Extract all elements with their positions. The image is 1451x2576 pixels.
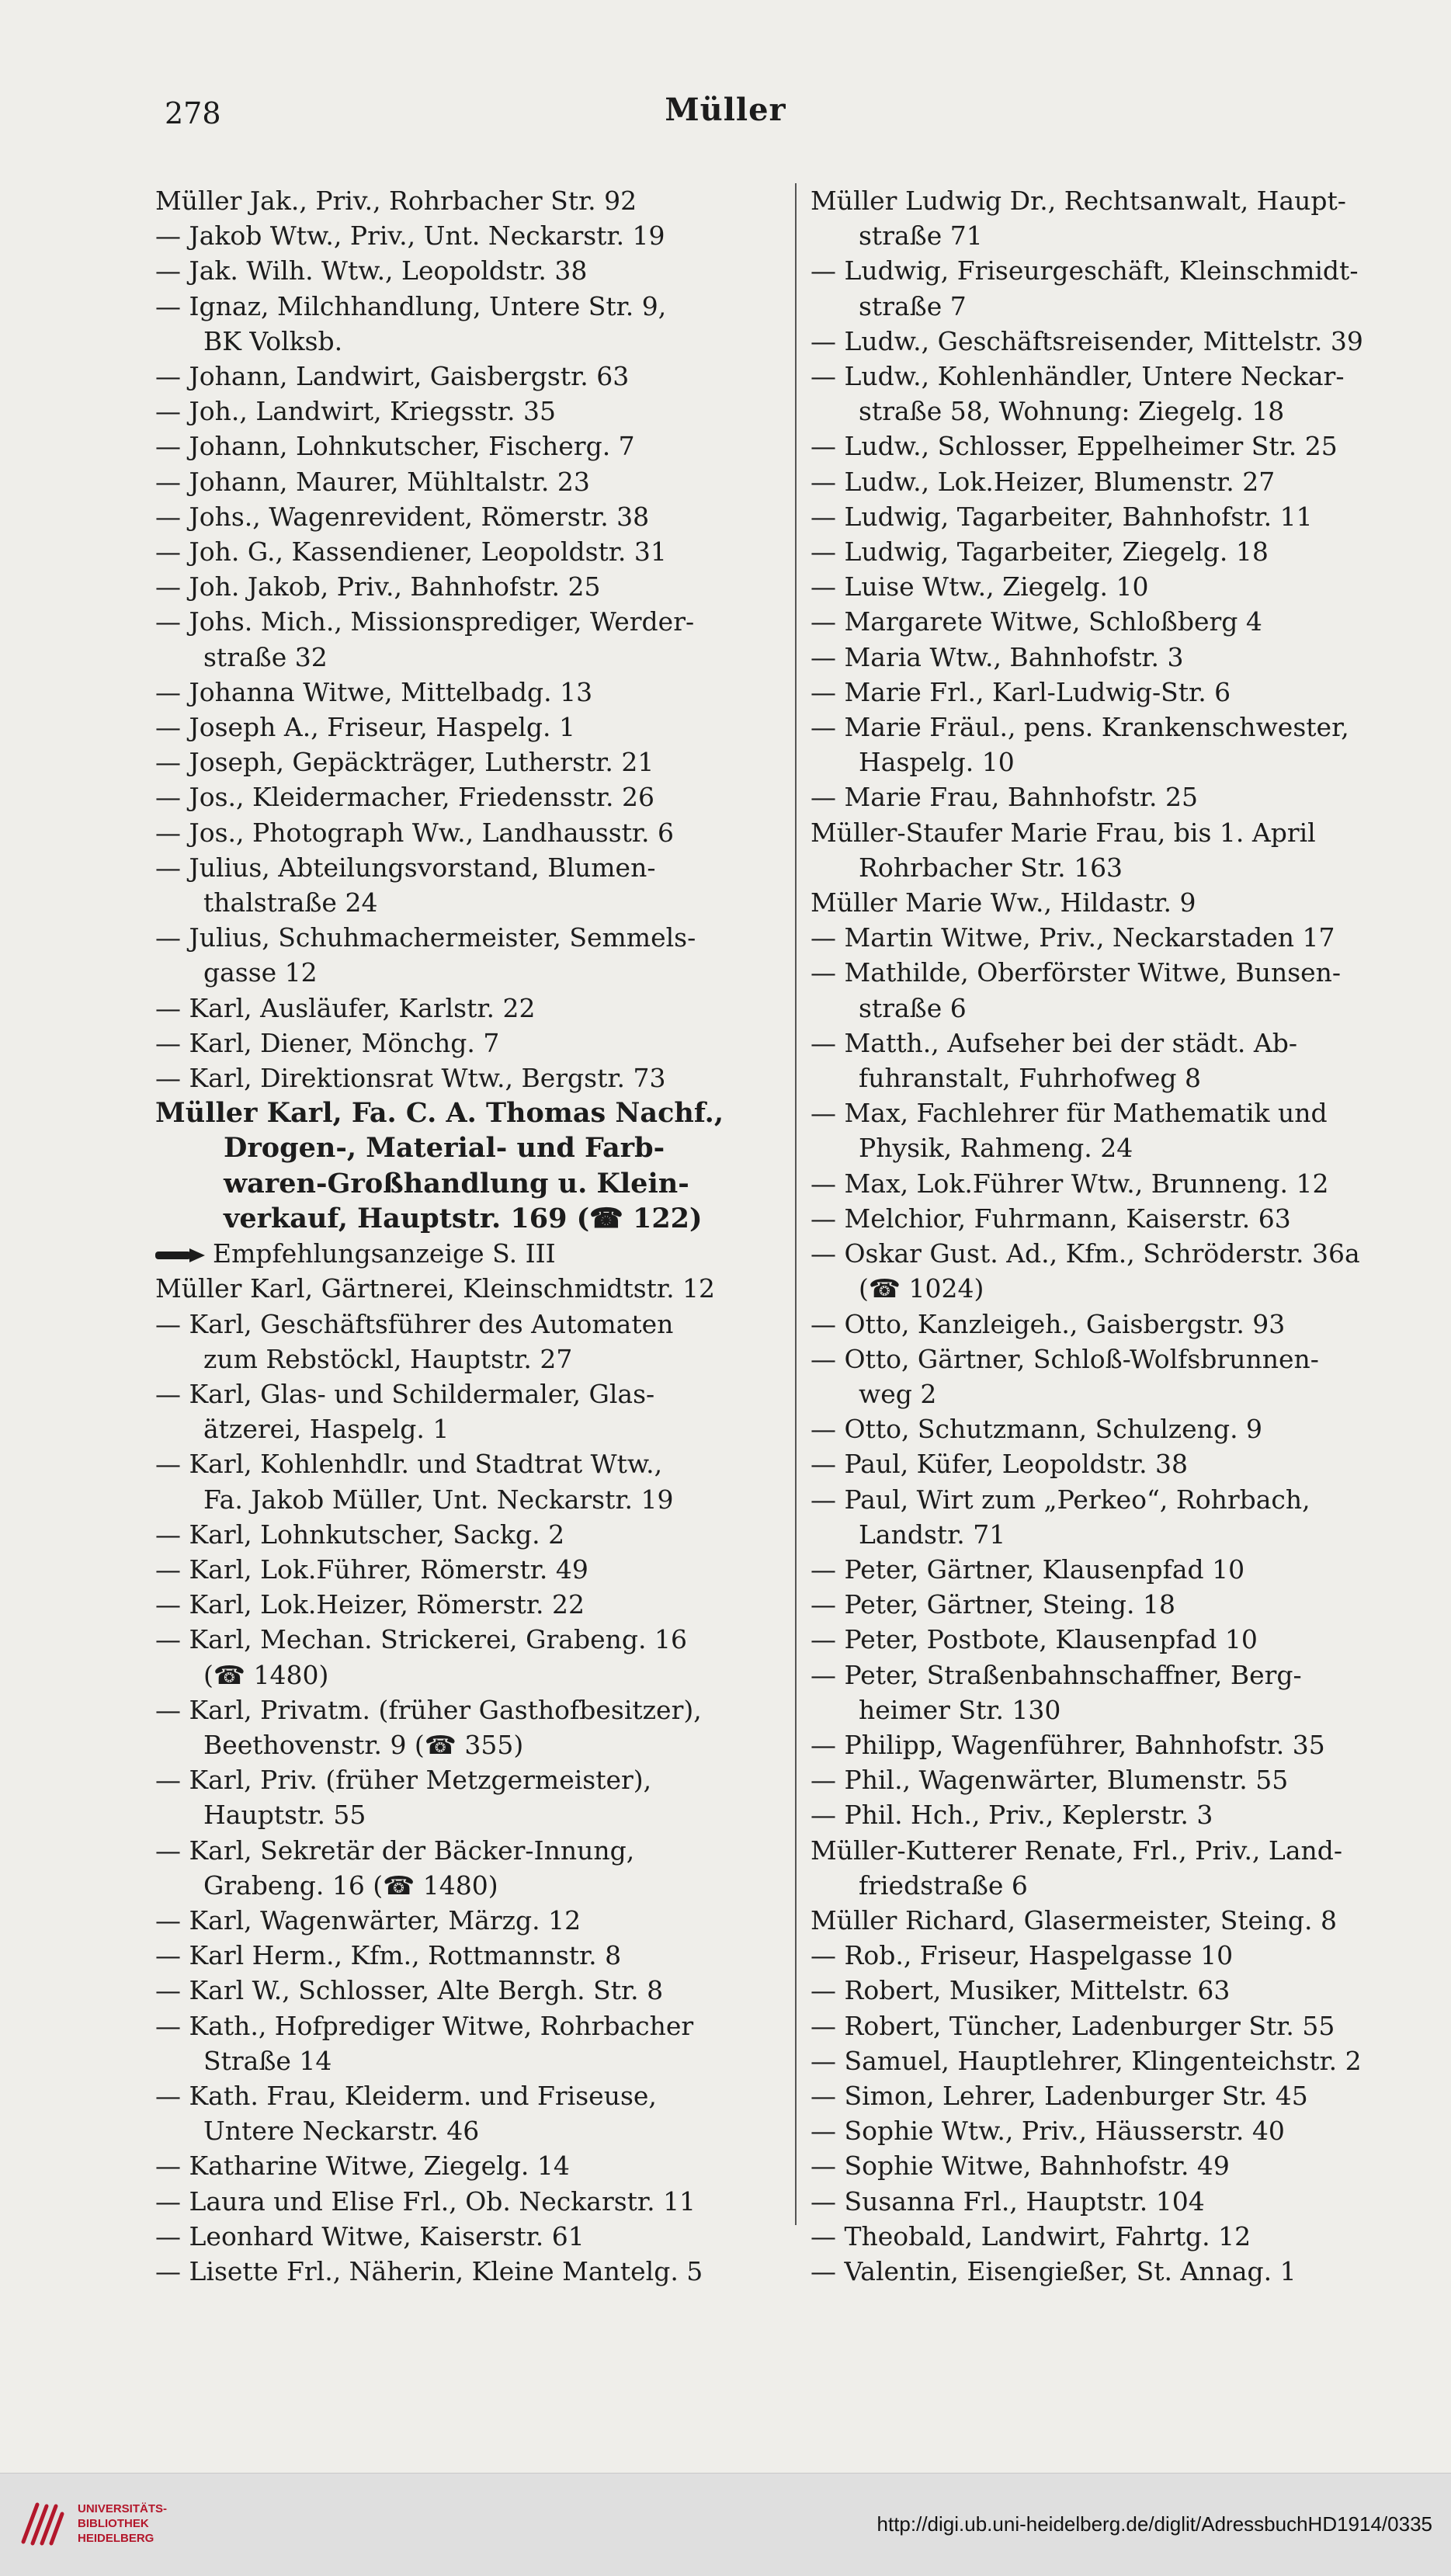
entry-text: — Karl W., Schlosser, Alte Bergh. Str. 8 [155, 1973, 663, 2008]
directory-entry [811, 2008, 1424, 2043]
directory-entry [155, 991, 783, 1026]
directory-entry [155, 289, 783, 324]
directory-entry [811, 1307, 1424, 1342]
entry-text: — Karl Herm., Kfm., Rottmannstr. 8 [155, 1938, 621, 1973]
directory-entry [811, 955, 1424, 990]
entry-text: Müller Ludwig Dr., Rechtsanwalt, Haupt- [811, 186, 1346, 216]
entry-text: — Katharine Witwe, Ziegelg. 14 [155, 2148, 570, 2183]
entry-text: Untere Neckarstr. 46 [203, 2116, 480, 2147]
directory-entry [811, 1622, 1424, 1657]
entry-text: — Ludwig, Tagarbeiter, Bahnhofstr. 11 [811, 499, 1313, 534]
entry-text: — Johann, Maurer, Mühltalstr. 23 [155, 464, 590, 499]
entry-text: — Karl, Glas- und Schildermaler, Glas- [155, 1377, 654, 1411]
entry-text: — Otto, Kanzleigeh., Gaisbergstr. 93 [811, 1307, 1285, 1342]
entry-text: — Laura und Elise Frl., Ob. Neckarstr. 11 [155, 2184, 696, 2219]
directory-entry [155, 1166, 783, 1201]
pointing-hand-icon [155, 1247, 207, 1264]
entry-text: — Ludwig, Tagarbeiter, Ziegelg. 18 [811, 534, 1269, 569]
directory-entry [155, 183, 783, 218]
entry-text: (☎ 1480) [203, 1659, 329, 1690]
directory-entry [155, 1973, 783, 2008]
entry-text: — Joh., Landwirt, Kriegsstr. 35 [155, 394, 556, 429]
entry-text: — Johs. Mich., Missionsprediger, Werder- [155, 604, 694, 639]
directory-entry [155, 1833, 783, 1868]
entry-text: — Paul, Küfer, Leopoldstr. 38 [811, 1446, 1188, 1481]
entry-text: — Johann, Lohnkutscher, Fischerg. 7 [155, 429, 635, 463]
entry-text: — Paul, Wirt zum „Perkeo“, Rohrbach, [811, 1482, 1310, 1517]
entry-text: — Melchior, Fuhrmann, Kaiserstr. 63 [811, 1201, 1291, 1236]
entry-text: Hauptstr. 55 [203, 1800, 366, 1831]
entry-text: — Mathilde, Oberförster Witwe, Bunsen- [811, 955, 1341, 990]
entry-text: — Karl, Geschäftsführer des Automaten [155, 1307, 673, 1342]
directory-entry [155, 1587, 783, 1622]
entry-text: straße 6 [859, 992, 967, 1023]
entry-text: — Susanna Frl., Hauptstr. 104 [811, 2184, 1205, 2219]
entry-text: — Otto, Gärtner, Schloß-Wolfsbrunnen- [811, 1342, 1319, 1377]
directory-entry [811, 885, 1424, 920]
directory-entry [811, 640, 1424, 675]
entry-text: — Jos., Photograph Ww., Landhausstr. 6 [155, 815, 674, 850]
directory-entry [155, 464, 783, 499]
directory-entry [811, 2219, 1424, 2254]
directory-entry [155, 2043, 783, 2078]
footer-bar [0, 2473, 1451, 2576]
directory-entry [811, 253, 1424, 288]
entry-text: — Marie Frl., Karl-Ludwig-Str. 6 [811, 675, 1231, 710]
directory-entry [811, 2254, 1424, 2289]
entry-text: — Ludw., Geschäftsreisender, Mittelstr. 39 [811, 324, 1363, 359]
directory-entry [155, 1658, 783, 1692]
directory-entry [811, 815, 1424, 850]
entry-text: — Ludw., Schlosser, Eppelheimer Str. 25 [811, 429, 1338, 463]
directory-entry [155, 218, 783, 253]
directory-entry [155, 1868, 783, 1903]
entry-text: — Joseph A., Friseur, Haspelg. 1 [155, 710, 575, 745]
right-column [811, 183, 1424, 2289]
directory-entry [155, 604, 783, 639]
directory-entry [155, 710, 783, 745]
entry-text: — Karl, Wagenwärter, Märzg. 12 [155, 1903, 581, 1938]
directory-entry [811, 1166, 1424, 1201]
entry-text: — Samuel, Hauptlehrer, Klingenteichstr. 2 [811, 2043, 1362, 2078]
directory-entry [155, 394, 783, 429]
directory-entry [811, 1797, 1424, 1832]
directory-entry [811, 429, 1424, 463]
entry-text: — Kath., Hofprediger Witwe, Rohrbacher [155, 2008, 693, 2043]
directory-entry [155, 1762, 783, 1797]
directory-entry [811, 1411, 1424, 1446]
entry-text: gasse 12 [203, 957, 318, 988]
directory-entry [155, 745, 783, 779]
directory-entry [811, 2148, 1424, 2183]
directory-entry [155, 1342, 783, 1377]
directory-entry [155, 2219, 783, 2254]
entry-text: Beethovenstr. 9 (☎ 355) [203, 1729, 524, 1760]
directory-entry [811, 1095, 1424, 1130]
entry-text: — Peter, Straßenbahnschaffner, Berg- [811, 1658, 1302, 1692]
directory-entry [811, 1938, 1424, 1973]
entry-text: Müller-Staufer Marie Frau, bis 1. April [811, 817, 1316, 848]
entry-text: — Matth., Aufseher bei der städt. Ab- [811, 1026, 1297, 1061]
entry-text: — Ludw., Kohlenhändler, Untere Neckar- [811, 359, 1344, 394]
directory-entry [811, 464, 1424, 499]
directory-entry [155, 1727, 783, 1762]
directory-entry [155, 815, 783, 850]
directory-entry [811, 1903, 1424, 1938]
entry-text: Landstr. 71 [859, 1519, 1006, 1550]
directory-entry [811, 499, 1424, 534]
directory-entry [155, 1797, 783, 1832]
entry-text: zum Rebstöckl, Hauptstr. 27 [203, 1343, 573, 1374]
directory-entry [811, 359, 1424, 394]
entry-text: straße 58, Wohnung: Ziegelg. 18 [859, 396, 1285, 427]
entry-text: — Peter, Postbote, Klausenpfad 10 [811, 1622, 1258, 1657]
entry-text: — Karl, Lok.Führer, Römerstr. 49 [155, 1552, 588, 1587]
entry-text: — Jak. Wilh. Wtw., Leopoldstr. 38 [155, 253, 587, 288]
entry-text: friedstraße 6 [859, 1870, 1028, 1901]
entry-text: Straße 14 [203, 2045, 332, 2076]
entry-text: straße 32 [203, 641, 328, 672]
entry-text: Müller Karl, Gärtnerei, Kleinschmidtstr. 12 [155, 1273, 716, 1304]
entry-text: Drogen-, Material- und Farb- [224, 1132, 665, 1165]
directory-entry [155, 2148, 783, 2183]
entry-text: Müller Jak., Priv., Rohrbacher Str. 92 [155, 186, 637, 216]
entry-text: — Theobald, Landwirt, Fahrtg. 12 [811, 2219, 1251, 2254]
directory-entry [155, 1061, 783, 1095]
directory-entry [155, 1026, 783, 1061]
entry-text: ätzerei, Haspelg. 1 [203, 1414, 450, 1445]
directory-entry [811, 1236, 1424, 1271]
left-column [155, 183, 783, 2289]
directory-entry [811, 289, 1424, 324]
directory-entry [811, 1692, 1424, 1727]
logo-line: HEIDELBERG [78, 2532, 154, 2545]
entry-text: — Sophie Wtw., Priv., Häusserstr. 40 [811, 2113, 1285, 2148]
entry-text: — Jakob Wtw., Priv., Unt. Neckarstr. 19 [155, 218, 665, 253]
entry-text: — Rob., Friseur, Haspelgasse 10 [811, 1938, 1233, 1973]
directory-entry [155, 534, 783, 569]
entry-text: — Ludw., Lok.Heizer, Blumenstr. 27 [811, 464, 1275, 499]
entry-text: — Maria Wtw., Bahnhofstr. 3 [811, 640, 1184, 675]
directory-entry [155, 1411, 783, 1446]
directory-entry [155, 2184, 783, 2219]
entry-text: heimer Str. 130 [859, 1694, 1061, 1725]
entry-text: — Leonhard Witwe, Kaiserstr. 61 [155, 2219, 585, 2254]
directory-entry [811, 1517, 1424, 1552]
directory-entry [811, 1377, 1424, 1411]
directory-entry [811, 1658, 1424, 1692]
page-number: 278 [165, 96, 221, 130]
ub-heidelberg-logo-icon [17, 2498, 67, 2548]
directory-entry [811, 745, 1424, 779]
directory-entry [811, 218, 1424, 253]
directory-entry [155, 1446, 783, 1481]
entry-text: — Karl, Diener, Mönchg. 7 [155, 1026, 499, 1061]
directory-entry [155, 569, 783, 604]
entry-text: — Julius, Abteilungsvorstand, Blumen- [155, 850, 655, 885]
source-url-link[interactable]: http://digi.ub.uni-heidelberg.de/diglit/AdressbuchHD1914/0335 [877, 2512, 1432, 2536]
directory-entry [811, 779, 1424, 814]
directory-entry [155, 324, 783, 359]
column-divider [795, 183, 797, 2225]
entry-text: — Johs., Wagenrevident, Römerstr. 38 [155, 499, 649, 534]
directory-entry [811, 534, 1424, 569]
entry-text: — Lisette Frl., Näherin, Kleine Mantelg. 5 [155, 2254, 703, 2289]
directory-entry [811, 604, 1424, 639]
directory-entry [811, 675, 1424, 710]
running-head: Müller [665, 92, 786, 128]
entry-text: — Philipp, Wagenführer, Bahnhofstr. 35 [811, 1727, 1325, 1762]
entry-text: — Karl, Mechan. Strickerei, Grabeng. 16 [155, 1622, 687, 1657]
entry-text: — Karl, Sekretär der Bäcker-Innung, [155, 1833, 634, 1868]
directory-entry [155, 1236, 783, 1271]
directory-entry [811, 183, 1424, 218]
directory-entry [811, 394, 1424, 429]
entry-text: straße 71 [859, 220, 983, 252]
directory-entry [811, 1271, 1424, 1306]
library-logo-text [78, 2501, 167, 2546]
entry-text: Grabeng. 16 (☎ 1480) [203, 1870, 498, 1901]
directory-entry [155, 1377, 783, 1411]
directory-entry [811, 710, 1424, 745]
directory-entry [811, 1201, 1424, 1236]
entry-text: — Johann, Landwirt, Gaisbergstr. 63 [155, 359, 629, 394]
directory-entry [155, 1130, 783, 1165]
entry-text: straße 7 [859, 290, 967, 321]
entry-text: — Phil. Hch., Priv., Keplerstr. 3 [811, 1797, 1213, 1832]
directory-entry [811, 1973, 1424, 2008]
entry-text: weg 2 [859, 1378, 937, 1409]
entry-text: verkauf, Hauptstr. 169 (☎ 122) [224, 1202, 703, 1234]
directory-entry [155, 1903, 783, 1938]
directory-entry [155, 2254, 783, 2289]
entry-text: — Joh. Jakob, Priv., Bahnhofstr. 25 [155, 569, 601, 604]
directory-entry [811, 991, 1424, 1026]
entry-text: Müller-Kutterer Renate, Frl., Priv., Land- [811, 1835, 1343, 1866]
directory-entry [155, 1095, 783, 1130]
directory-entry [811, 850, 1424, 885]
entry-text: — Otto, Schutzmann, Schulzeng. 9 [811, 1411, 1262, 1446]
entry-text: — Robert, Musiker, Mittelstr. 63 [811, 1973, 1230, 2008]
entry-text: Empfehlungsanzeige S. III [213, 1238, 556, 1269]
directory-entry [811, 1026, 1424, 1061]
entry-text: — Karl, Direktionsrat Wtw., Bergstr. 73 [155, 1061, 666, 1095]
entry-text: — Ludwig, Friseurgeschäft, Kleinschmidt- [811, 253, 1358, 288]
directory-entry [155, 1517, 783, 1552]
entry-text: Rohrbacher Str. 163 [859, 852, 1123, 883]
entry-text: — Sophie Witwe, Bahnhofstr. 49 [811, 2148, 1230, 2183]
directory-entry [811, 2184, 1424, 2219]
entry-text: Müller Marie Ww., Hildastr. 9 [811, 887, 1196, 918]
directory-entry [155, 1552, 783, 1587]
entry-text: — Max, Fachlehrer für Mathematik und [811, 1095, 1328, 1130]
directory-entry [811, 1342, 1424, 1377]
directory-entry [811, 1130, 1424, 1165]
directory-entry [155, 1622, 783, 1657]
entry-text: — Luise Wtw., Ziegelg. 10 [811, 569, 1148, 604]
directory-entry [811, 1482, 1424, 1517]
directory-entry [811, 1833, 1424, 1868]
entry-text: — Karl, Privatm. (früher Gasthofbesitzer), [155, 1692, 702, 1727]
directory-entry [155, 920, 783, 955]
directory-entry [155, 1692, 783, 1727]
directory-entry [155, 359, 783, 394]
directory-entry [811, 569, 1424, 604]
directory-entry [811, 1727, 1424, 1762]
entry-text: — Julius, Schuhmachermeister, Semmels- [155, 920, 696, 955]
directory-entry [811, 1552, 1424, 1587]
entry-text: waren-Großhandlung u. Klein- [224, 1167, 689, 1199]
entry-text: — Kath. Frau, Kleiderm. und Friseuse, [155, 2078, 657, 2113]
entry-text: — Karl, Lohnkutscher, Sackg. 2 [155, 1517, 564, 1552]
directory-entry [155, 2008, 783, 2043]
directory-entry [811, 2113, 1424, 2148]
directory-entry [811, 1762, 1424, 1797]
logo-line: BIBLIOTHEK [78, 2517, 149, 2530]
entry-text: Müller Karl, Fa. C. A. Thomas Nachf., [155, 1097, 724, 1130]
directory-entry [811, 920, 1424, 955]
directory-entry [811, 1868, 1424, 1903]
directory-entry [155, 885, 783, 920]
directory-entry [811, 1446, 1424, 1481]
directory-entry [811, 324, 1424, 359]
directory-entry [155, 1201, 783, 1236]
directory-entry [155, 850, 783, 885]
directory-entry [811, 2078, 1424, 2113]
directory-entry [155, 640, 783, 675]
entry-text: fuhranstalt, Fuhrhofweg 8 [859, 1063, 1201, 1094]
entry-text: — Marie Fräul., pens. Krankenschwester, [811, 710, 1349, 745]
logo-line: UNIVERSITÄTS- [78, 2502, 168, 2515]
entry-text: — Karl, Kohlenhdlr. und Stadtrat Wtw., [155, 1446, 662, 1481]
directory-entry [155, 779, 783, 814]
entry-text: — Peter, Gärtner, Steing. 18 [811, 1587, 1175, 1622]
entry-text: Müller Richard, Glasermeister, Steing. 8 [811, 1904, 1337, 1935]
entry-text: — Johanna Witwe, Mittelbadg. 13 [155, 675, 592, 710]
directory-entry [155, 1271, 783, 1306]
entry-text: — Martin Witwe, Priv., Neckarstaden 17 [811, 920, 1335, 955]
entry-text: thalstraße 24 [203, 887, 378, 918]
entry-text: — Oskar Gust. Ad., Kfm., Schröderstr. 36a [811, 1236, 1360, 1271]
directory-entry [155, 429, 783, 463]
entry-text: (☎ 1024) [859, 1273, 984, 1304]
entry-text: — Joh. G., Kassendiener, Leopoldstr. 31 [155, 534, 667, 569]
entry-text: — Simon, Lehrer, Ladenburger Str. 45 [811, 2078, 1308, 2113]
entry-text: — Karl, Lok.Heizer, Römerstr. 22 [155, 1587, 585, 1622]
entry-text: — Jos., Kleidermacher, Friedensstr. 26 [155, 779, 654, 814]
entry-text: — Peter, Gärtner, Klausenpfad 10 [811, 1552, 1244, 1587]
entry-text: — Marie Frau, Bahnhofstr. 25 [811, 779, 1198, 814]
entry-text: — Valentin, Eisengießer, St. Annag. 1 [811, 2254, 1297, 2289]
directory-entry [155, 253, 783, 288]
entry-text: — Ignaz, Milchhandlung, Untere Str. 9, [155, 289, 666, 324]
entry-text: Physik, Rahmeng. 24 [859, 1133, 1133, 1164]
directory-entry [811, 2043, 1424, 2078]
directory-entry [155, 2078, 783, 2113]
directory-entry [811, 1061, 1424, 1095]
entry-text: — Robert, Tüncher, Ladenburger Str. 55 [811, 2008, 1335, 2043]
directory-entry [155, 955, 783, 990]
directory-entry [155, 499, 783, 534]
directory-entry [155, 2113, 783, 2148]
entry-text: Fa. Jakob Müller, Unt. Neckarstr. 19 [203, 1484, 674, 1515]
entry-text: — Joseph, Gepäckträger, Lutherstr. 21 [155, 745, 654, 779]
directory-entry [155, 1482, 783, 1517]
entry-text: — Karl, Priv. (früher Metzgermeister), [155, 1762, 651, 1797]
entry-text: — Karl, Ausläufer, Karlstr. 22 [155, 991, 535, 1026]
entry-text: BK Volksb. [203, 325, 343, 356]
entry-text: — Margarete Witwe, Schloßberg 4 [811, 604, 1262, 639]
directory-entry [155, 1307, 783, 1342]
entry-text: — Phil., Wagenwärter, Blumenstr. 55 [811, 1762, 1288, 1797]
entry-text: — Max, Lok.Führer Wtw., Brunneng. 12 [811, 1166, 1328, 1201]
entry-text: Haspelg. 10 [859, 747, 1015, 778]
directory-entry [811, 1587, 1424, 1622]
directory-entry [155, 675, 783, 710]
directory-entry [155, 1938, 783, 1973]
